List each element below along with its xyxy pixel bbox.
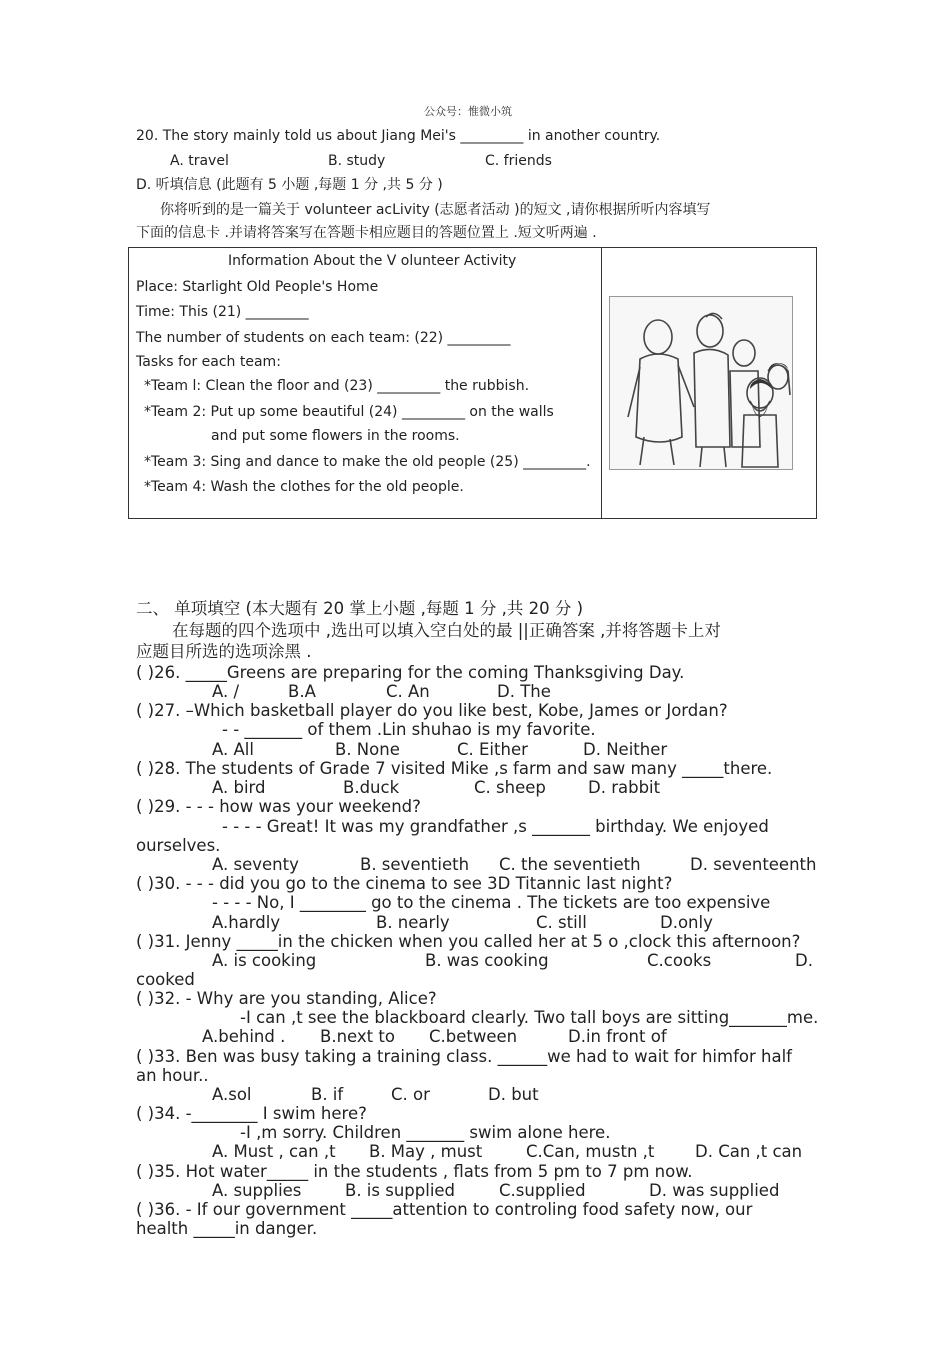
section-d-instruction-2: 下面的信息卡 .并请将答案写在答题卡相应题目的答题位置上 .短文听两遍 . bbox=[136, 225, 597, 241]
q34-option-d: D. Can ,t can bbox=[695, 1142, 803, 1161]
q26-option-c: C. An bbox=[386, 682, 430, 701]
q33-option-b: B. if bbox=[311, 1085, 344, 1104]
info-team-2: *Team 2: Put up some beautiful (24) _________ on the walls bbox=[144, 404, 554, 420]
q35-option-a: A. supplies bbox=[212, 1181, 302, 1200]
info-card-divider bbox=[601, 248, 602, 518]
q27-option-a: A. All bbox=[212, 740, 254, 759]
q31-option-b: B. was cooking bbox=[425, 951, 549, 970]
q20-option-b: B. study bbox=[328, 153, 386, 169]
q32-option-b: B.next to bbox=[320, 1027, 395, 1046]
info-tasks-label: Tasks for each team: bbox=[136, 354, 281, 370]
info-card bbox=[128, 247, 817, 519]
q28-option-a: A. bird bbox=[212, 778, 266, 797]
info-team-1: *Team l: Clean the floor and (23) _________ the rubbish. bbox=[144, 378, 530, 394]
q35-option-d: D. was supplied bbox=[649, 1181, 780, 1200]
q28-option-b: B.duck bbox=[343, 778, 400, 797]
q36-stem: ( )36. - If our government _____attention to controling food safety now, our bbox=[136, 1200, 753, 1219]
q31-option-d: D. bbox=[795, 951, 813, 970]
q35-option-c: C.supplied bbox=[499, 1181, 586, 1200]
q27-option-c: C. Either bbox=[457, 740, 528, 759]
q34-reply: -I ,m sorry. Children _______ swim alone here. bbox=[240, 1123, 611, 1142]
q30-option-d: D.only bbox=[660, 913, 713, 932]
volunteers-illustration bbox=[609, 296, 793, 470]
q31-option-c: C.cooks bbox=[647, 951, 712, 970]
q36-stem-cont: health _____in danger. bbox=[136, 1219, 318, 1238]
section-2-instruction-2: 应题目所选的选项涂黑 . bbox=[136, 642, 312, 661]
q20-stem: 20. The story mainly told us about Jiang Mei's _________ in another country. bbox=[136, 128, 661, 144]
page-header: 公众号：惟微小筑 bbox=[424, 105, 512, 118]
q33-option-d: D. but bbox=[488, 1085, 539, 1104]
q29-option-a: A. seventy bbox=[212, 855, 299, 874]
q33-option-a: A.sol bbox=[212, 1085, 252, 1104]
info-number: The number of students on each team: (22) _________ bbox=[136, 330, 511, 346]
q27-stem: ( )27. –Which basketball player do you like best, Kobe, James or Jordan? bbox=[136, 701, 728, 720]
q35-option-b: B. is supplied bbox=[345, 1181, 456, 1200]
q20-option-c: C. friends bbox=[485, 153, 552, 169]
q29-reply: - - - - Great! It was my grandfather ,s _______ birthday. We enjoyed bbox=[222, 817, 769, 836]
q33-stem-cont: an hour.. bbox=[136, 1066, 209, 1085]
q30-reply: - - - - No, I ________ go to the cinema . The tickets are too expensive bbox=[212, 893, 771, 912]
q28-stem: ( )28. The students of Grade 7 visited Mike ,s farm and saw many _____there. bbox=[136, 759, 773, 778]
q30-option-c: C. still bbox=[536, 913, 587, 932]
q26-stem: ( )26. _____Greens are preparing for the coming Thanksgiving Day. bbox=[136, 663, 685, 682]
q34-option-c: C.Can, mustn ,t bbox=[526, 1142, 655, 1161]
q27-option-b: B. None bbox=[335, 740, 400, 759]
q32-option-a: A.behind . bbox=[202, 1027, 286, 1046]
q20-option-a: A. travel bbox=[170, 153, 229, 169]
volunteers-drawing bbox=[610, 297, 792, 469]
info-card-title: Information About the V olunteer Activity bbox=[228, 253, 517, 269]
section-d-instruction-1: 你将听到的是一篇关于 volunteer acLivity (志愿者活动 )的短文 ,请你根据所听内容填写 bbox=[160, 202, 711, 218]
q30-stem: ( )30. - - - did you go to the cinema to see 3D Titannic last night? bbox=[136, 874, 673, 893]
q29-reply-cont: ourselves. bbox=[136, 836, 221, 855]
q32-option-c: C.between bbox=[429, 1027, 518, 1046]
section-d-title: D. 听填信息 (此题有 5 小题 ,每题 1 分 ,共 5 分 ) bbox=[136, 177, 443, 193]
q26-option-a: A. / bbox=[212, 682, 240, 701]
q29-option-c: C. the seventieth bbox=[499, 855, 641, 874]
q34-stem: ( )34. -________ I swim here? bbox=[136, 1104, 367, 1123]
q31-option-d-cont: cooked bbox=[136, 970, 195, 989]
q28-option-d: D. rabbit bbox=[588, 778, 661, 797]
q33-option-c: C. or bbox=[391, 1085, 430, 1104]
q32-option-d: D.in front of bbox=[568, 1027, 667, 1046]
info-team-4: *Team 4: Wash the clothes for the old people. bbox=[144, 479, 464, 495]
q28-option-c: C. sheep bbox=[474, 778, 546, 797]
q32-reply: -I can ,t see the blackboard clearly. Two tall boys are sitting_______me. bbox=[240, 1008, 819, 1027]
info-team-3: *Team 3: Sing and dance to make the old people (25) _________. bbox=[144, 454, 591, 470]
q34-option-b: B. May , must bbox=[369, 1142, 483, 1161]
q26-option-b: B.A bbox=[288, 682, 316, 701]
q31-option-a: A. is cooking bbox=[212, 951, 317, 970]
q31-stem: ( )31. Jenny _____in the chicken when you called her at 5 o ,clock this afternoon? bbox=[136, 932, 801, 951]
section-2-instruction-1: 在每题的四个选项中 ,选出可以填入空白处的最 ||正确答案 ,并将答题卡上对 bbox=[172, 621, 721, 640]
q30-option-a: A.hardly bbox=[212, 913, 281, 932]
q30-option-b: B. nearly bbox=[376, 913, 450, 932]
section-2-title: 二、 单项填空 (本大题有 20 掌上小题 ,每题 1 分 ,共 20 分 ) bbox=[136, 599, 584, 618]
q33-stem: ( )33. Ben was busy taking a training class. ______we had to wait for himfor half bbox=[136, 1047, 792, 1066]
info-team-2-cont: and put some flowers in the rooms. bbox=[211, 428, 460, 444]
q27-option-d: D. Neither bbox=[583, 740, 668, 759]
q29-stem: ( )29. - - - how was your weekend? bbox=[136, 797, 421, 816]
q27-reply: - - _______ of them .Lin shuhao is my favorite. bbox=[222, 720, 596, 739]
q26-option-d: D. The bbox=[497, 682, 551, 701]
q32-stem: ( )32. - Why are you standing, Alice? bbox=[136, 989, 437, 1008]
info-place: Place: Starlight Old People's Home bbox=[136, 279, 379, 295]
info-time: Time: This (21) _________ bbox=[136, 304, 309, 320]
q29-option-b: B. seventieth bbox=[360, 855, 470, 874]
q34-option-a: A. Must , can ,t bbox=[212, 1142, 336, 1161]
q29-option-d: D. seventeenth bbox=[690, 855, 817, 874]
q35-stem: ( )35. Hot water_____ in the students , flats from 5 pm to 7 pm now. bbox=[136, 1162, 693, 1181]
